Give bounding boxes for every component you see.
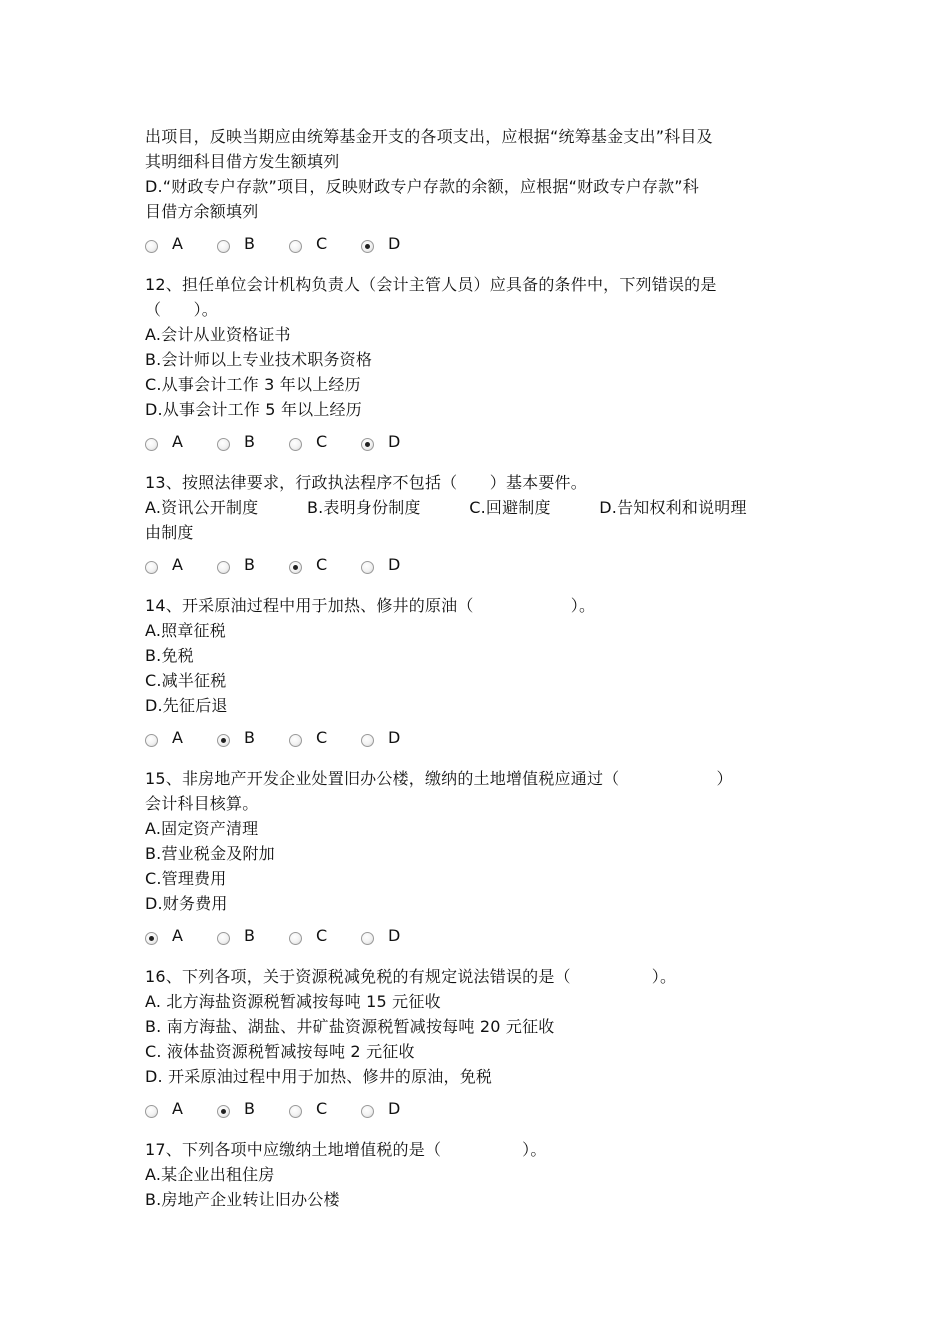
option-label: C bbox=[316, 554, 328, 574]
radio-button[interactable] bbox=[217, 734, 230, 747]
question-line: 会计科目核算。 bbox=[145, 794, 259, 813]
answer-radio-group bbox=[145, 718, 815, 748]
radio-button[interactable] bbox=[289, 734, 302, 747]
radio-button[interactable] bbox=[217, 1105, 230, 1118]
option-label: D bbox=[388, 1098, 401, 1118]
radio-button[interactable] bbox=[145, 734, 158, 747]
question-line: D.从事会计工作 5 年以上经历 bbox=[145, 400, 362, 419]
question-line: D. 开采原油过程中用于加热、修井的原油，免税 bbox=[145, 1067, 493, 1086]
option-label: B bbox=[244, 727, 255, 747]
option-label: D bbox=[388, 727, 401, 747]
option-label: B bbox=[244, 554, 255, 574]
question-block bbox=[145, 766, 815, 964]
question-block bbox=[145, 1137, 815, 1212]
question-line: D.财务费用 bbox=[145, 894, 228, 913]
option-label: B bbox=[244, 431, 255, 451]
option-label: C bbox=[316, 431, 328, 451]
radio-button[interactable] bbox=[289, 561, 302, 574]
answer-option-b[interactable] bbox=[217, 720, 289, 747]
question-line: A. 北方海盐资源税暂减按每吨 15 元征收 bbox=[145, 992, 441, 1011]
question-block bbox=[145, 272, 815, 470]
answer-radio-group bbox=[145, 422, 815, 452]
option-label: D bbox=[388, 431, 401, 451]
answer-option-c[interactable] bbox=[289, 547, 361, 574]
radio-button[interactable] bbox=[217, 932, 230, 945]
answer-option-c[interactable] bbox=[289, 424, 361, 451]
radio-button[interactable] bbox=[145, 240, 158, 253]
option-label: B bbox=[244, 1098, 255, 1118]
answer-option-c[interactable] bbox=[289, 918, 361, 945]
answer-option-c[interactable] bbox=[289, 720, 361, 747]
answer-option-b[interactable] bbox=[217, 424, 289, 451]
question-line: B.会计师以上专业技术职务资格 bbox=[145, 350, 373, 369]
answer-option-a[interactable] bbox=[145, 547, 217, 574]
option-label: A bbox=[172, 925, 183, 945]
answer-option-d[interactable] bbox=[361, 720, 433, 747]
question-line: A.照章征税 bbox=[145, 621, 226, 640]
answer-radio-group bbox=[145, 916, 815, 946]
radio-button[interactable] bbox=[289, 438, 302, 451]
answer-option-b[interactable] bbox=[217, 1091, 289, 1118]
question-line: C. 液体盐资源税暂减按每吨 2 元征收 bbox=[145, 1042, 415, 1061]
question-block bbox=[145, 593, 815, 766]
radio-button[interactable] bbox=[361, 561, 374, 574]
option-label: A bbox=[172, 554, 183, 574]
question-line: A.某企业出租住房 bbox=[145, 1165, 275, 1184]
answer-option-d[interactable] bbox=[361, 1091, 433, 1118]
question-text: 13、按照法律要求，行政执法程序不包括（ ）基本要件。 bbox=[145, 473, 587, 492]
question-text: 16、下列各项，关于资源税减免税的有规定说法错误的是（ ）。 bbox=[145, 967, 677, 986]
question-line: B.房地产企业转让旧办公楼 bbox=[145, 1190, 340, 1209]
question-block bbox=[145, 124, 815, 272]
answer-option-d[interactable] bbox=[361, 226, 433, 253]
answer-option-c[interactable] bbox=[289, 1091, 361, 1118]
question-text: 12、担任单位会计机构负责人（会计主管人员）应具备的条件中，下列错误的是 bbox=[145, 275, 717, 294]
radio-button[interactable] bbox=[361, 734, 374, 747]
question-text: 出项目，反映当期应由统筹基金开支的各项支出，应根据“统筹基金支出”科目及 bbox=[145, 127, 713, 146]
question-text: 15、非房地产开发企业处置旧办公楼，缴纳的土地增值税应通过（ ） bbox=[145, 769, 733, 788]
radio-button[interactable] bbox=[361, 438, 374, 451]
question-line: C.管理费用 bbox=[145, 869, 227, 888]
radio-button[interactable] bbox=[145, 438, 158, 451]
answer-radio-group bbox=[145, 1089, 815, 1119]
answer-option-d[interactable] bbox=[361, 547, 433, 574]
answer-option-b[interactable] bbox=[217, 918, 289, 945]
answer-option-b[interactable] bbox=[217, 226, 289, 253]
question-text: 14、开采原油过程中用于加热、修井的原油（ ）。 bbox=[145, 596, 596, 615]
document-page bbox=[145, 124, 815, 1212]
radio-button[interactable] bbox=[289, 932, 302, 945]
question-line: C.从事会计工作 3 年以上经历 bbox=[145, 375, 361, 394]
question-line: A.固定资产清理 bbox=[145, 819, 259, 838]
radio-button[interactable] bbox=[361, 932, 374, 945]
option-label: C bbox=[316, 925, 328, 945]
question-line: B. 南方海盐、湖盐、井矿盐资源税暂减按每吨 20 元征收 bbox=[145, 1017, 555, 1036]
option-label: B bbox=[244, 925, 255, 945]
radio-button[interactable] bbox=[361, 1105, 374, 1118]
question-line: 目借方余额填列 bbox=[145, 202, 259, 221]
radio-button[interactable] bbox=[145, 561, 158, 574]
option-label: A bbox=[172, 1098, 183, 1118]
radio-button[interactable] bbox=[217, 438, 230, 451]
answer-option-a[interactable] bbox=[145, 1091, 217, 1118]
answer-option-a[interactable] bbox=[145, 918, 217, 945]
answer-option-d[interactable] bbox=[361, 424, 433, 451]
option-label: C bbox=[316, 1098, 328, 1118]
question-line: C.减半征税 bbox=[145, 671, 227, 690]
question-text: 17、下列各项中应缴纳土地增值税的是（ ）。 bbox=[145, 1140, 547, 1159]
radio-button[interactable] bbox=[361, 240, 374, 253]
answer-option-a[interactable] bbox=[145, 226, 217, 253]
question-line: A.会计从业资格证书 bbox=[145, 325, 291, 344]
radio-button[interactable] bbox=[289, 1105, 302, 1118]
radio-button[interactable] bbox=[145, 932, 158, 945]
question-line: 由制度 bbox=[145, 523, 194, 542]
option-label: C bbox=[316, 233, 328, 253]
question-line: D.“财政专户存款”项目，反映财政专户存款的余额，应根据“财政专户存款”科 bbox=[145, 177, 699, 196]
question-line: D.先征后退 bbox=[145, 696, 228, 715]
radio-button[interactable] bbox=[145, 1105, 158, 1118]
answer-option-d[interactable] bbox=[361, 918, 433, 945]
option-label: A bbox=[172, 431, 183, 451]
option-label: C bbox=[316, 727, 328, 747]
answer-option-c[interactable] bbox=[289, 226, 361, 253]
answer-option-a[interactable] bbox=[145, 424, 217, 451]
option-label: D bbox=[388, 554, 401, 574]
question-line: A.资讯公开制度 B.表明身份制度 C.回避制度 D.告知权利和说明理 bbox=[145, 498, 747, 517]
question-line: 其明细科目借方发生额填列 bbox=[145, 152, 340, 171]
radio-button[interactable] bbox=[289, 240, 302, 253]
option-label: A bbox=[172, 233, 183, 253]
option-label: A bbox=[172, 727, 183, 747]
option-label: D bbox=[388, 925, 401, 945]
radio-button[interactable] bbox=[217, 240, 230, 253]
answer-option-a[interactable] bbox=[145, 720, 217, 747]
answer-radio-group bbox=[145, 224, 815, 254]
question-line: B.免税 bbox=[145, 646, 194, 665]
question-line: （ ）。 bbox=[145, 300, 219, 319]
question-block bbox=[145, 470, 815, 593]
option-label: D bbox=[388, 233, 401, 253]
answer-option-b[interactable] bbox=[217, 547, 289, 574]
option-label: B bbox=[244, 233, 255, 253]
answer-radio-group bbox=[145, 545, 815, 575]
question-block bbox=[145, 964, 815, 1137]
question-line: B.营业税金及附加 bbox=[145, 844, 275, 863]
radio-button[interactable] bbox=[217, 561, 230, 574]
